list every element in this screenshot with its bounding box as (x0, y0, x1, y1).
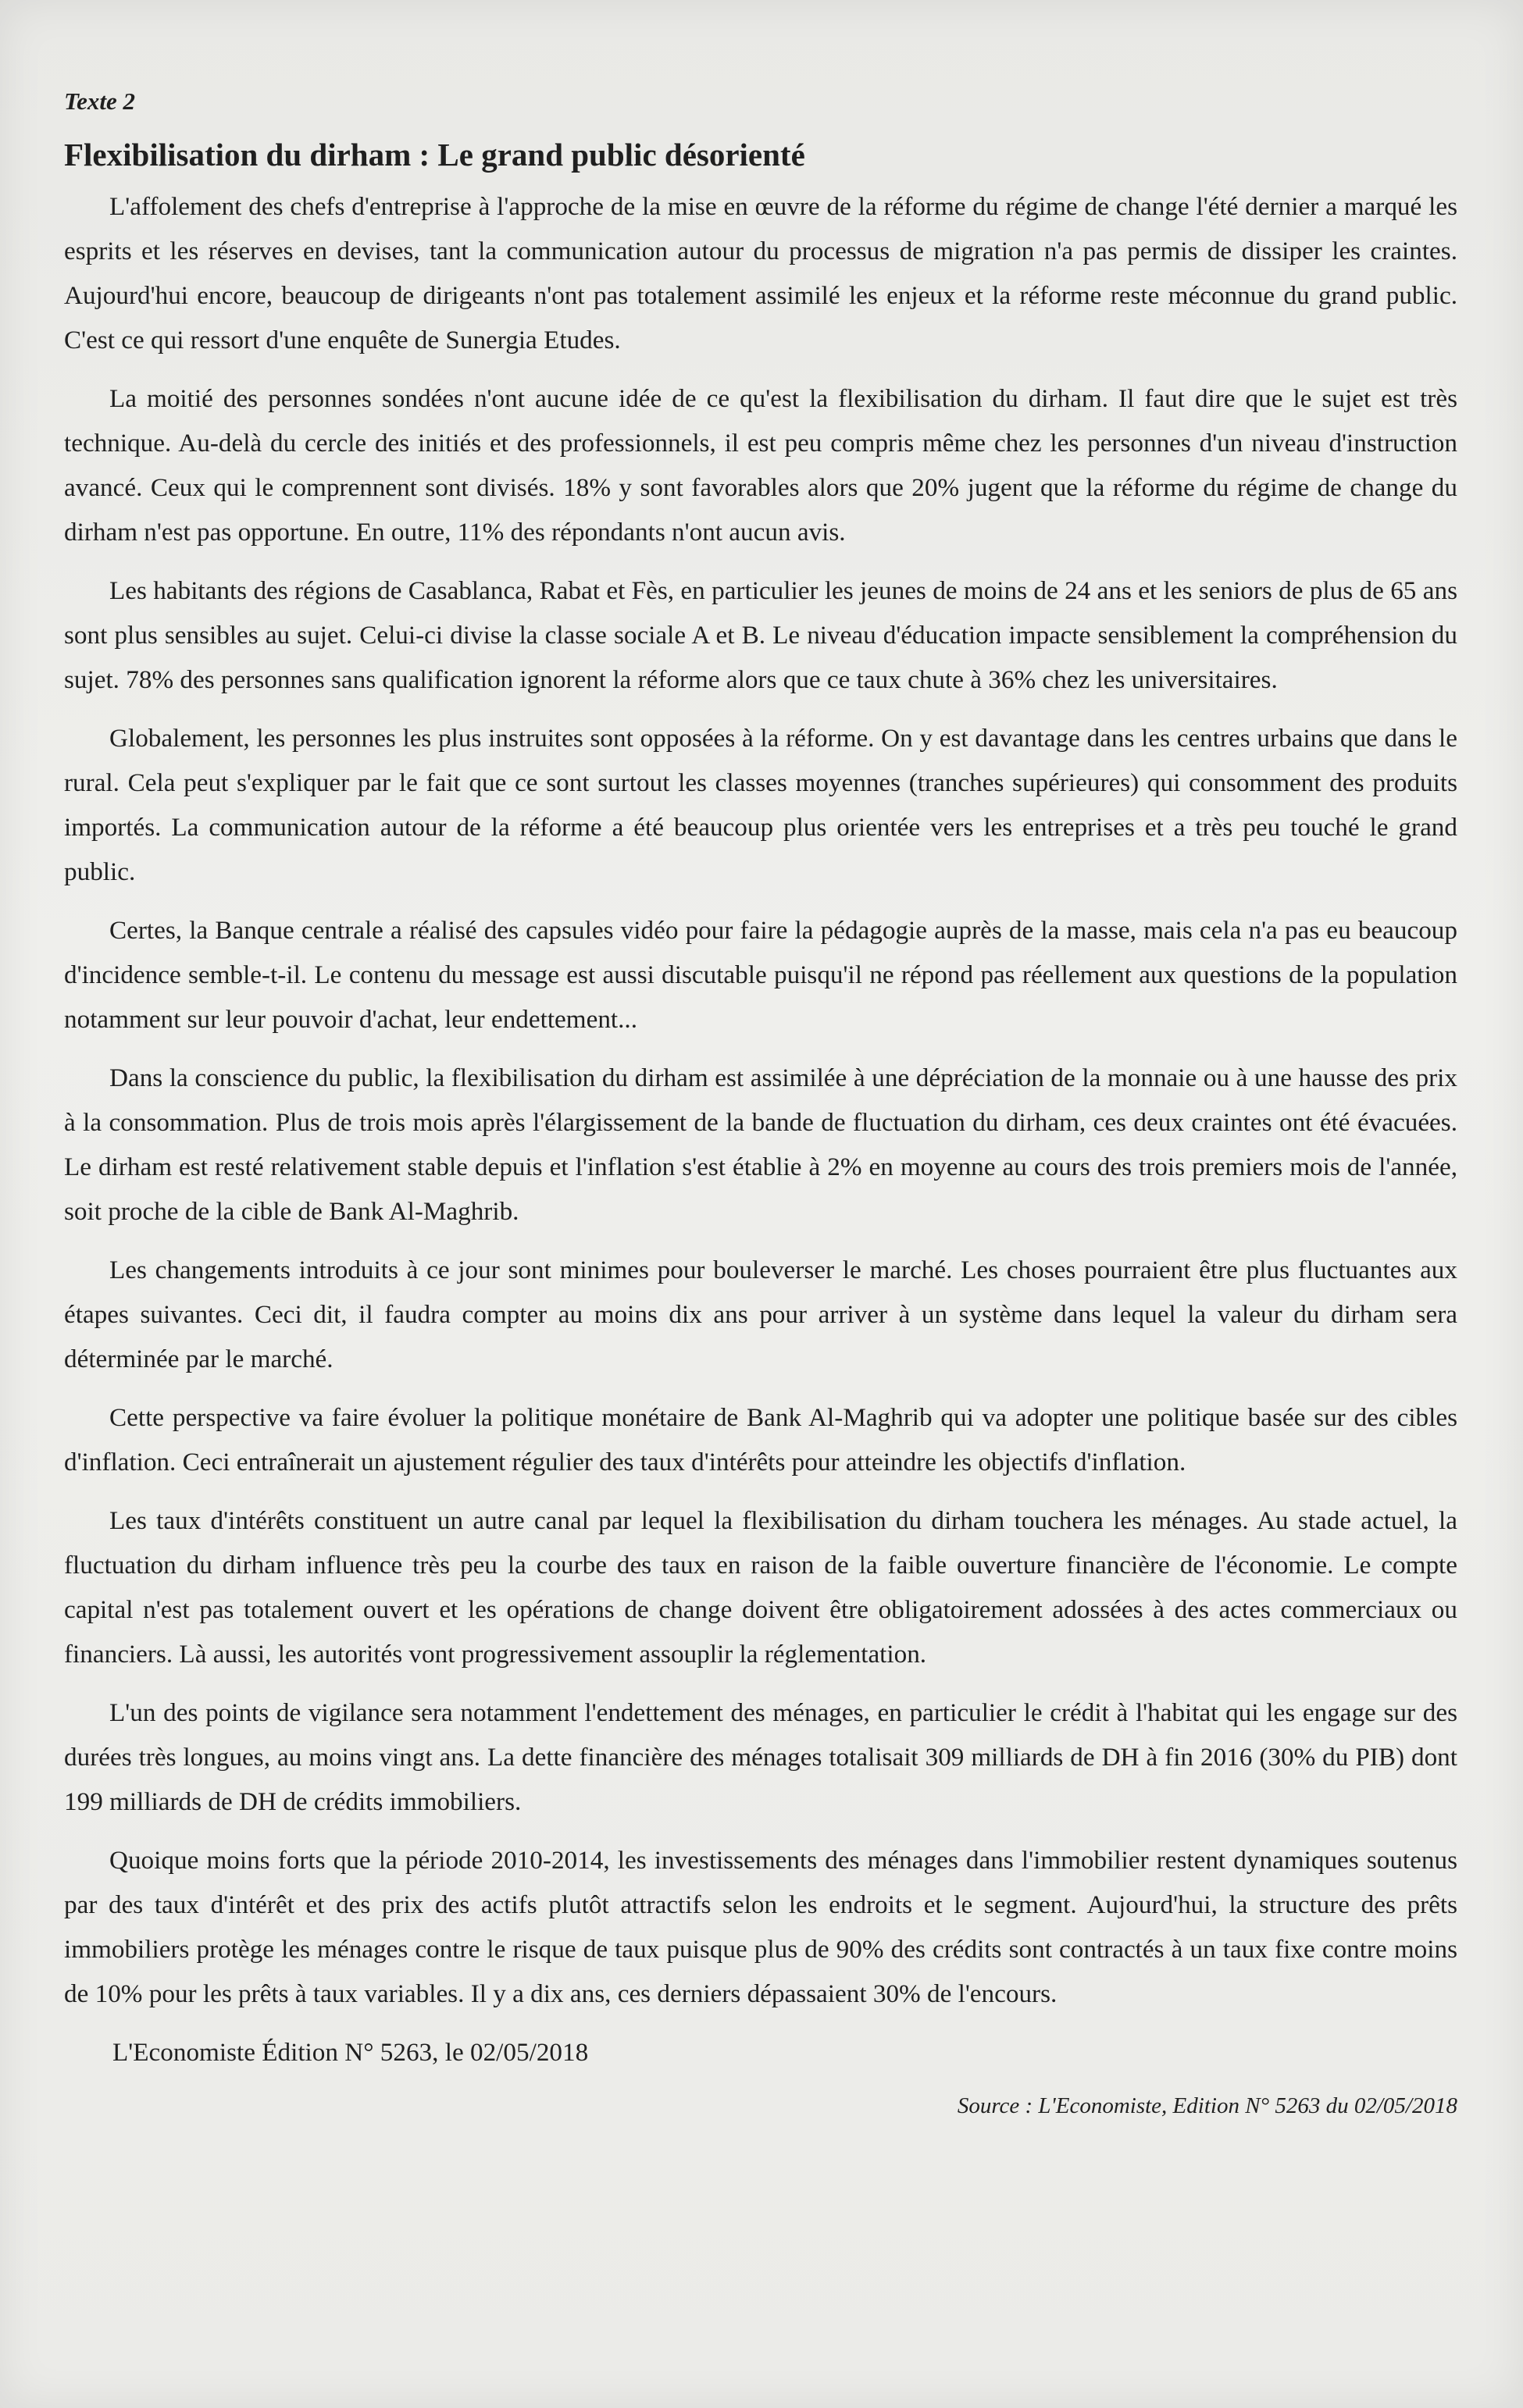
paragraph-8: Cette perspective va faire évoluer la politique monétaire de Bank Al-Maghrib qui va adopter une politique basée sur des cibles d'inflation. Ceci entraînerait un ajustement régulier des taux d'intérêts pour atteindre les objectifs d'inflation. (64, 1403, 1457, 1477)
paragraph-1: L'affolement des chefs d'entreprise à l'approche de la mise en œuvre de la réforme du régime de change l'été dernier a marqué les esprits et les réserves en devises, tant la communication autour du processus de migration n'a pas permis de dissiper les craintes. Aujourd'hui encore, beaucoup de dirigeants n'ont pas totalement assimilé les enjeux et la réforme reste méconnue du grand public. C'est ce qui ressort d'une enquête de Sunergia Etudes. (64, 192, 1457, 354)
paragraph-6: Dans la conscience du public, la flexibilisation du dirham est assimilée à une dépréciation de la monnaie ou à une hausse des prix à la consommation. Plus de trois mois après l'élargissement de la bande de fluctuation du dirham, ces deux craintes ont été évacuées. Le dirham est resté relativement stable depuis et l'inflation s'est établie à 2% en moyenne au cours des trois premiers mois de l'année, soit proche de la cible de Bank Al-Maghrib. (64, 1063, 1457, 1226)
text-label: Texte 2 (64, 87, 135, 115)
paragraph-3: Les habitants des régions de Casablanca, Rabat et Fès, en particulier les jeunes de moins de 24 ans et les seniors de plus de 65 ans sont plus sensibles au sujet. Celui-ci divise la classe sociale A et B. Le niveau d'éducation impacte sensiblement la compréhension du sujet. 78% des personnes sans qualification ignorent la réforme alors que ce taux chute à 36% chez les universitaires. (64, 576, 1457, 694)
source-citation: Source : L'Economiste, Edition N° 5263 du 02/05/2018 (957, 2093, 1457, 2118)
article-title: Flexibilisation du dirham : Le grand public désorienté (64, 137, 805, 173)
paragraph-5: Certes, la Banque centrale a réalisé des capsules vidéo pour faire la pédagogie auprès de la masse, mais cela n'a pas eu beaucoup d'incidence semble-t-il. Le contenu du message est aussi discutable puisqu'il ne répond pas réellement aux questions de la population notamment sur leur pouvoir d'achat, leur endettement... (64, 916, 1457, 1034)
paragraph-11: Quoique moins forts que la période 2010-2014, les investissements des ménages dans l'immobilier restent dynamiques soutenus par des taux d'intérêt et des prix des actifs plutôt attractifs selon les endroits et le segment. Aujourd'hui, la structure des prêts immobiliers protège les ménages contre le risque de taux puisque plus de 90% des crédits sont contractés à un taux fixe contre moins de 10% pour les prêts à taux variables. Il y a dix ans, ces derniers dépassaient 30% de l'encours. (64, 1846, 1457, 2008)
paragraph-4: Globalement, les personnes les plus instruites sont opposées à la réforme. On y est davantage dans les centres urbains que dans le rural. Cela peut s'expliquer par le fait que ce sont surtout les classes moyennes (tranches supérieures) qui consomment des produits importés. La communication autour de la réforme a été beaucoup plus orientée vers les entreprises et a très peu touché le grand public. (64, 724, 1457, 886)
signature-line: L'Economiste Édition N° 5263, le 02/05/2018 (112, 2038, 589, 2067)
paragraph-10: L'un des points de vigilance sera notamment l'endettement des ménages, en particulier le crédit à l'habitat qui les engage sur des durées très longues, au moins vingt ans. La dette financière des ménages totalisait 309 milliards de DH à fin 2016 (30% du PIB) dont 199 milliards de DH de crédits immobiliers. (64, 1698, 1457, 1816)
paragraph-9: Les taux d'intérêts constituent un autre canal par lequel la flexibilisation du dirham touchera les ménages. Au stade actuel, la fluctuation du dirham influence très peu la courbe des taux en raison de la faible ouverture financière de l'économie. Le compte capital n'est pas totalement ouvert et les opérations de change doivent être obligatoirement adossées à des actes commerciaux ou financiers. Là aussi, les autorités vont progressivement assouplir la réglementation. (64, 1506, 1457, 1669)
paragraph-7: Les changements introduits à ce jour sont minimes pour bouleverser le marché. Les choses pourraient être plus fluctuantes aux étapes suivantes. Ceci dit, il faudra compter au moins dix ans pour arriver à un système dans lequel la valeur du dirham sera déterminée par le marché. (64, 1256, 1457, 1373)
paragraph-2: La moitié des personnes sondées n'ont aucune idée de ce qu'est la flexibilisation du dirham. Il faut dire que le sujet est très technique. Au-delà du cercle des initiés et des professionnels, il est peu compris même chez les personnes d'un niveau d'instruction avancé. Ceux qui le comprennent sont divisés. 18% y sont favorables alors que 20% jugent que la réforme du régime de change du dirham n'est pas opportune. En outre, 11% des répondants n'ont aucun avis. (64, 384, 1457, 547)
